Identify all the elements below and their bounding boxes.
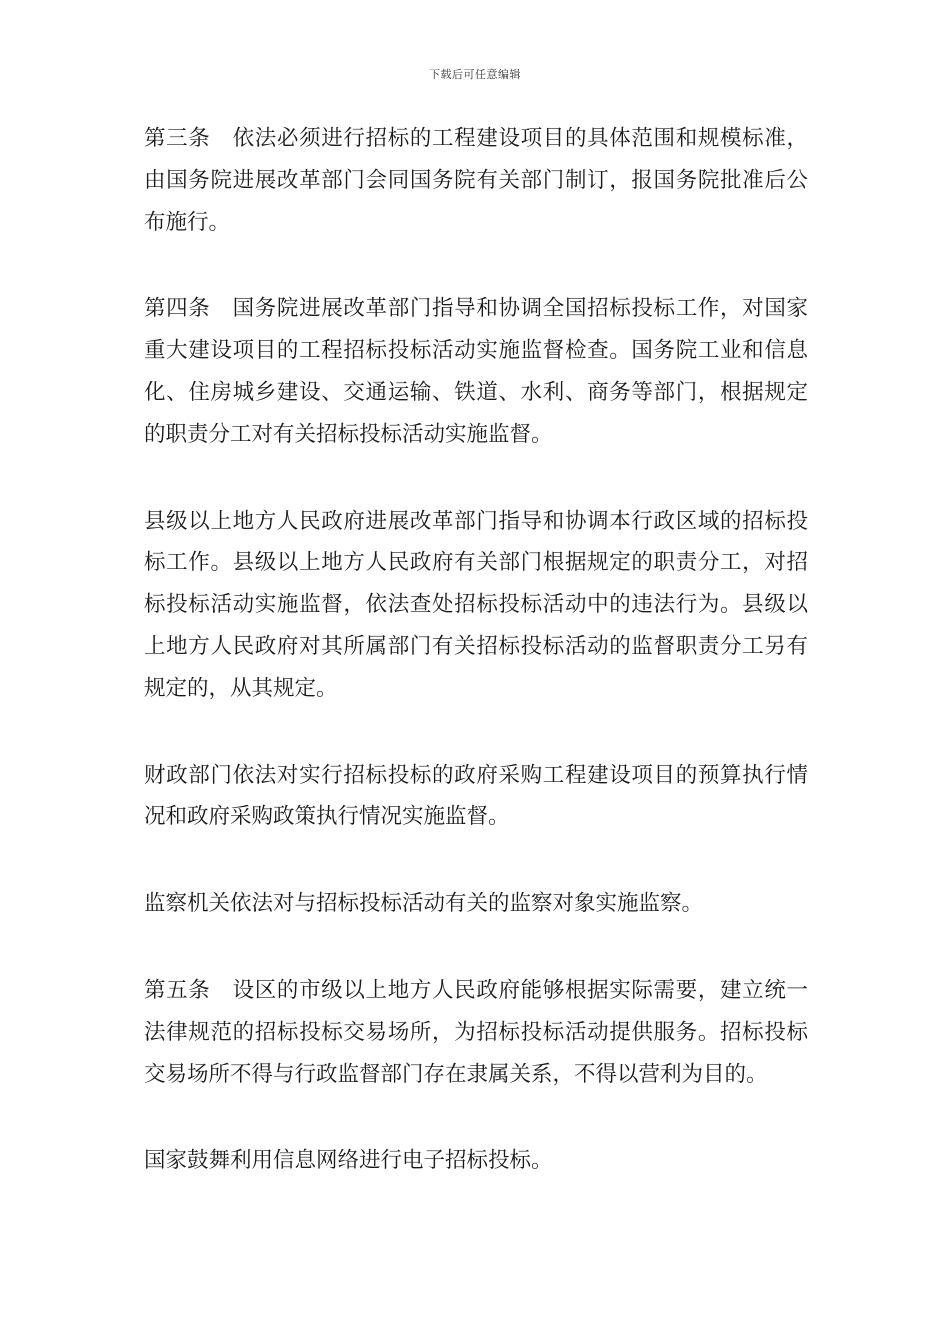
paragraph-article-4: 第四条 国务院进展改革部门指导和协调全国招标投标工作，对国家重大建设项目的工程招标投标活动实施监督检查。国务院工业和信息化、住房城乡建设、交通运输、铁道、水利、商务等部门，根据规定的职责分工对有关招标投标活动实施监督。 [144,296,808,447]
paragraph-finance-dept: 财政部门依法对实行招标投标的政府采购工程建设项目的预算执行情况和政府采购政策执行情况实施监督。 [144,762,808,830]
paragraph-supervision: 监察机关依法对与招标投标活动有关的监察对象实施监察。 [144,891,704,917]
document-body [144,118,808,1227]
paragraph-article-3: 第三条 依法必须进行招标的工程建设项目的具体范围和规模标准，由国务院进展改革部门会同国务院有关部门制订，报国务院批准后公布施行。 [144,126,808,235]
page-header: 下载后可任意编辑 [429,68,521,81]
paragraph-article-5: 第五条 设区的市级以上地方人民政府能够根据实际需要，建立统一法律规范的招标投标交易场所，为招标投标活动提供服务。招标投标交易场所不得与行政监督部门存在隶属关系，不得以营利为目的。 [144,977,808,1087]
paragraph-county-level: 县级以上地方人民政府进展改革部门指导和协调本行政区域的招标投标工作。县级以上地方人民政府有关部门根据规定的职责分工，对招标投标活动实施监督，依法查处招标投标活动中的违法行为。县级以上地方人民政府对其所属部门有关招标投标活动的监督职责分工另有规定的，从其规定。 [144,508,808,701]
paragraph-electronic-bidding: 国家鼓舞利用信息网络进行电子招标投标。 [144,1148,553,1174]
